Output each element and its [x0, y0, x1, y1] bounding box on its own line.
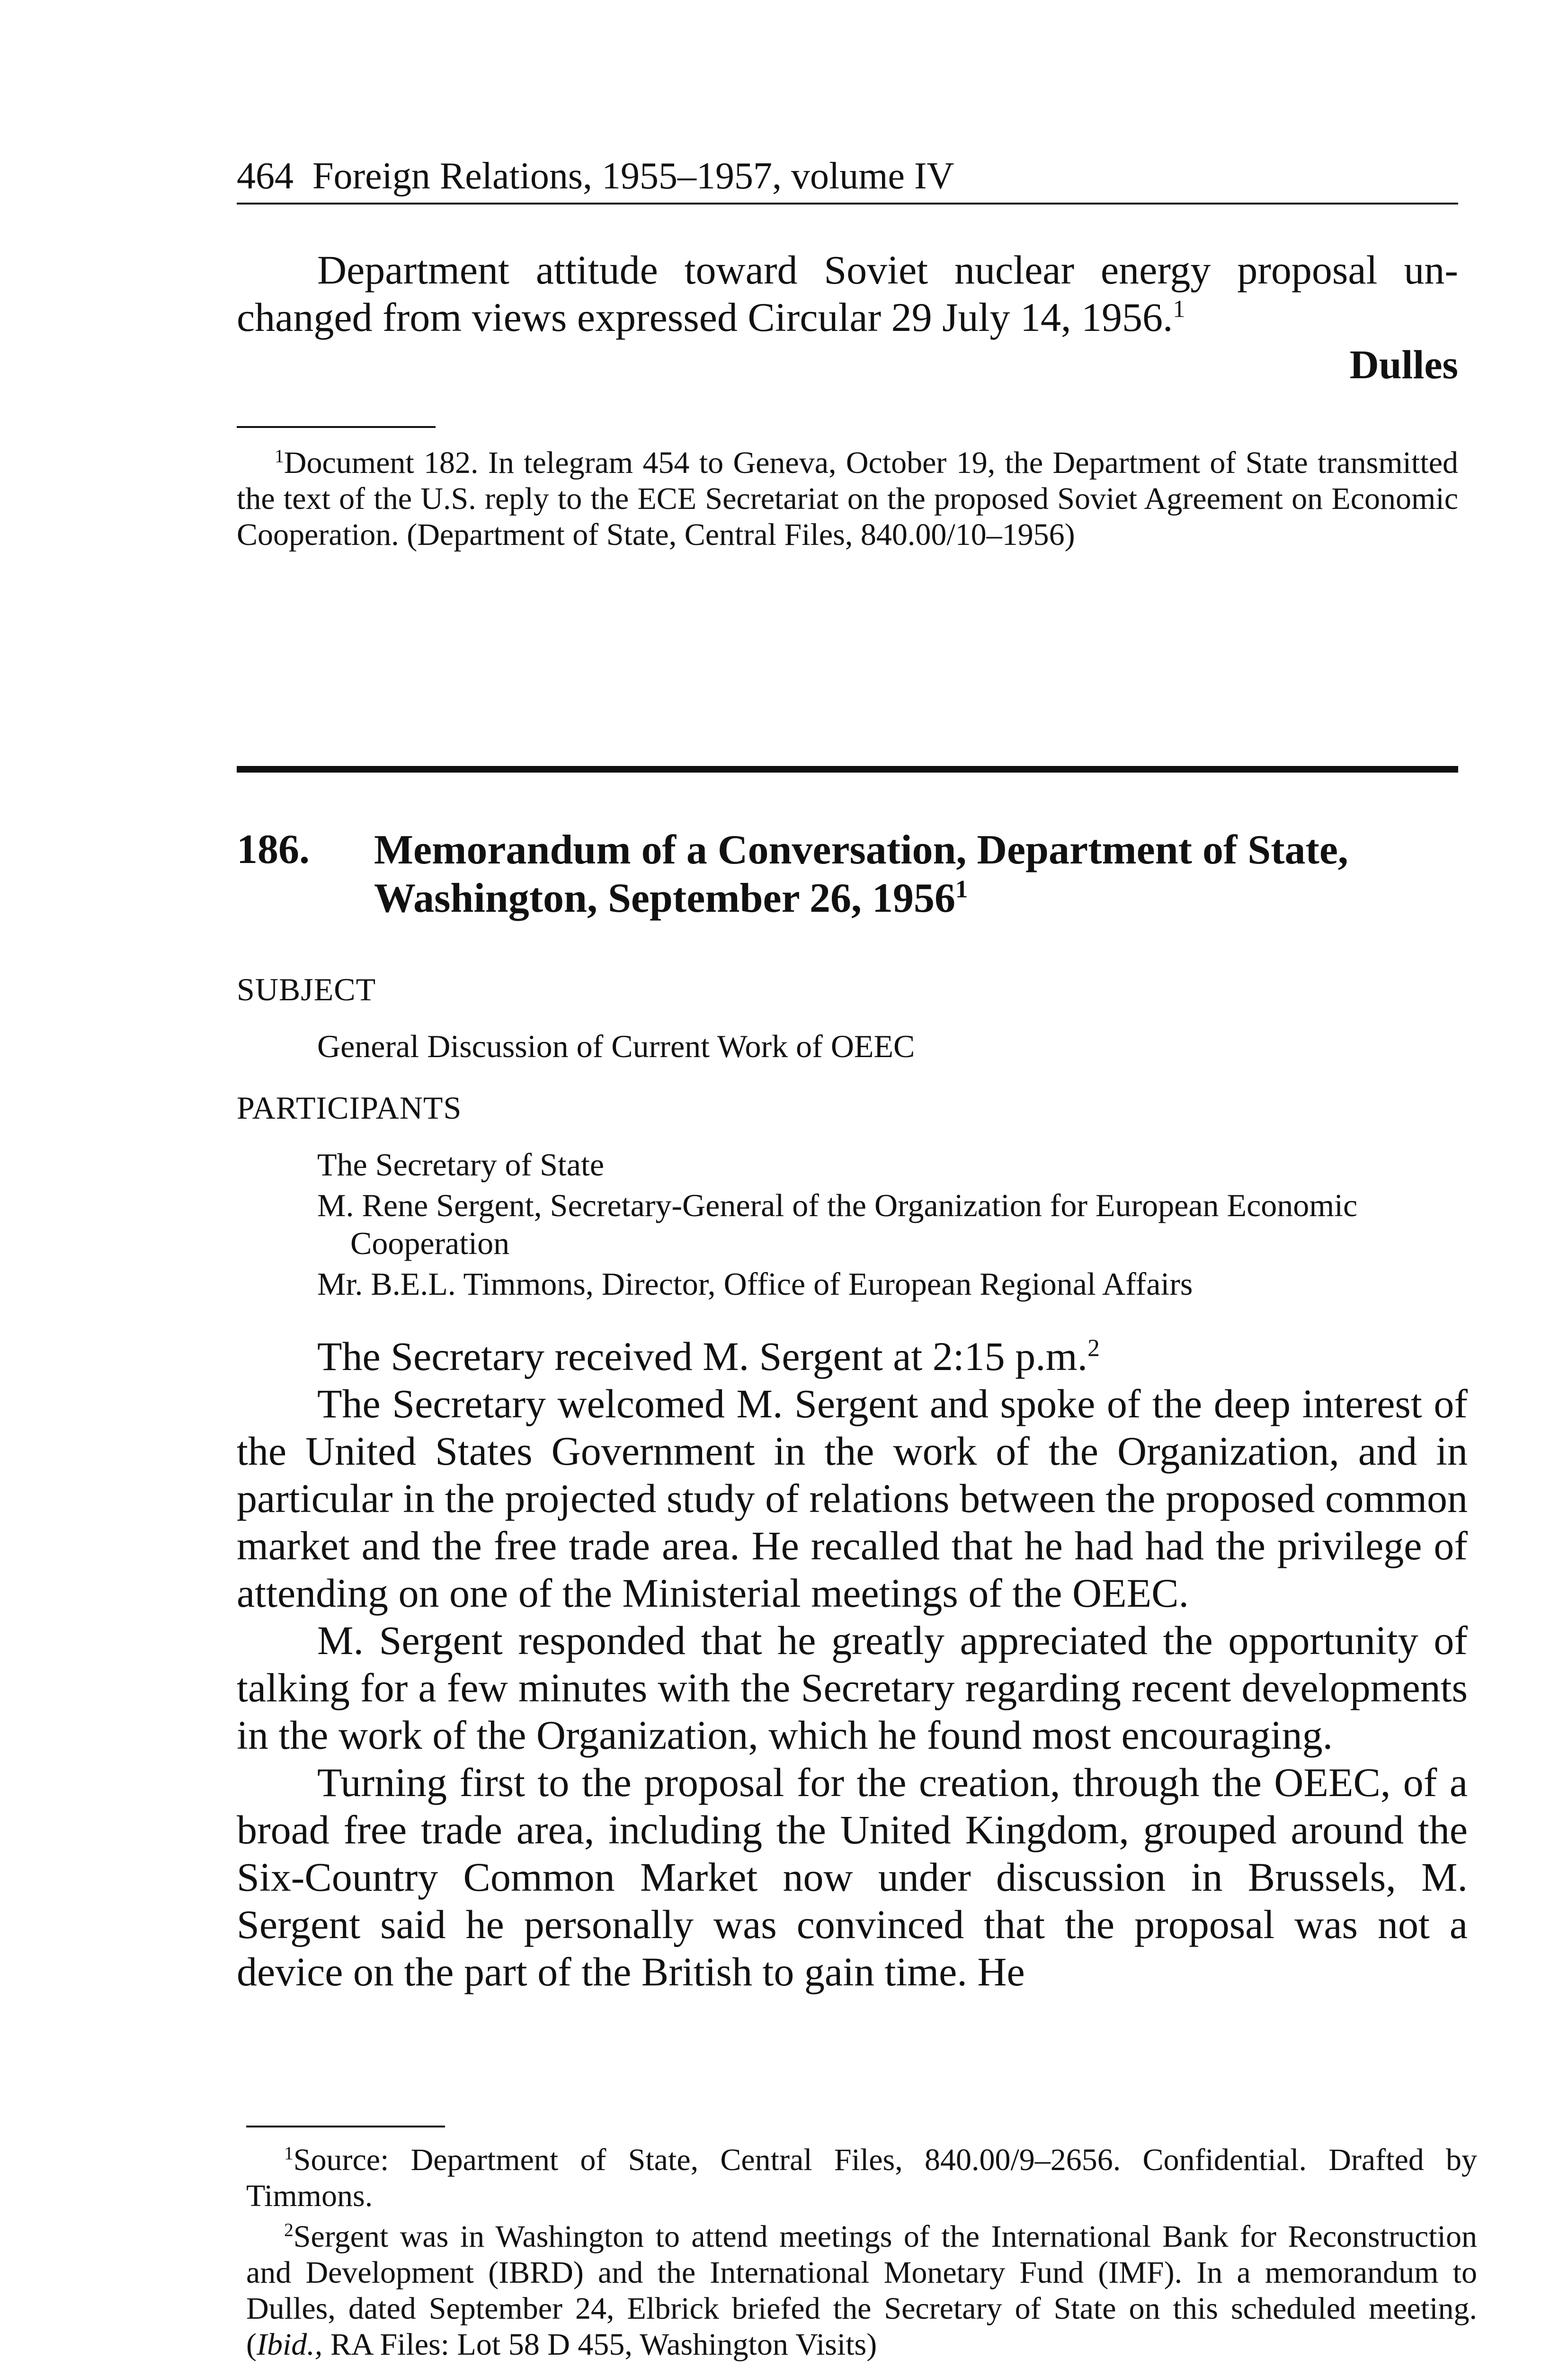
footnote: $^1$Source: Department of State, Central Files, 840.00/9–2656. Confidential. Drafted by Timmons. — [246, 2143, 1477, 2213]
document-number: 186. — [237, 827, 310, 872]
footnote-rule — [246, 2126, 445, 2127]
running-title: Foreign Relations, 1955–1957, volume IV — [312, 155, 954, 197]
subject-text: General Discussion of Current Work of OEEC — [317, 1028, 915, 1064]
prev-footnote — [237, 445, 1458, 553]
prev-document-text — [237, 246, 1458, 341]
section-separator — [237, 766, 1458, 773]
footnote-rule — [237, 426, 436, 428]
footnote-marker: 1 — [275, 445, 284, 466]
body-paragraph: M. Sergent responded that he greatly appreciated the opportunity of talking for a few minutes with the Secretary regarding recent developments in the work of the Organization, which he found most encouraging. — [237, 1618, 1468, 1758]
running-header — [237, 152, 1458, 205]
page-footnotes — [246, 2142, 1477, 2363]
participants-label: PARTICIPANTS — [237, 1090, 462, 1126]
document-title-text: Memorandum of a Conversation, Department of State, Washington, September 26, 1956 — [374, 827, 1348, 921]
document-title — [374, 826, 1458, 923]
title-note-ref: 1 — [955, 875, 968, 903]
note-ref: 1 — [1173, 295, 1185, 323]
participant: Mr. B.E.L. Timmons, Director, Office of European Regional Affairs — [317, 1266, 1193, 1302]
participants-list — [317, 1146, 1463, 1303]
body-paragraph: The Secretary welcomed M. Sergent and spoke of the deep interest of the United States Government in the work of the Organization, and in particular in the projected study of relations between the proposed common market and the free trade area. He recalled that he had had the privilege of attending on one of the Ministerial meetings of the OEEC. — [237, 1381, 1468, 1616]
footnote-text: Document 182. In telegram 454 to Geneva, October 19, the Department of State transmitted the text of the U.S. reply to the ECE Secretariat on the proposed Soviet Agreement on Economic Cooperation. (Department of State, Central Files, 840.00/10–1956) — [237, 445, 1458, 552]
participant: The Secretary of State — [317, 1147, 605, 1183]
participant: M. Rene Sergent, Secretary-General of the Organization for European Economic Cooperation — [317, 1187, 1358, 1261]
body-paragraph: The Secretary received M. Sergent at 2:15 p.m.$^2$ — [317, 1334, 1100, 1379]
subject-label: SUBJECT — [237, 971, 376, 1007]
note-ref: 2 — [1087, 1335, 1100, 1362]
page-number: 464 — [237, 155, 294, 197]
prev-document-paragraph: Department attitude toward Soviet nuclear energy proposal un-changed from views expressed Circular 29 July 14, 1956. — [237, 247, 1458, 340]
signature: Dulles — [1349, 342, 1458, 387]
memo-body — [237, 1333, 1468, 1995]
footnote: $^2$Sergent was in Washington to attend meetings of the International Bank for Reconstruction and Development (IBRD) and the International Monetary Fund (IMF). In a memorandum to Dulles, dated September 24, Elbrick briefed the Secretary of State on this scheduled meeting. (Ibid., RA Files: Lot 58 D 455, Washington Visits) — [246, 2219, 1477, 2362]
body-paragraph: Turning first to the proposal for the creation, through the OEEC, of a broad free trade area, including the United Kingdom, grouped around the Six-Country Common Market now under discussion in Brussels, M. Sergent said he personally was convinced that the proposal was not a device on the part of the British to gain time. He — [237, 1760, 1468, 1994]
